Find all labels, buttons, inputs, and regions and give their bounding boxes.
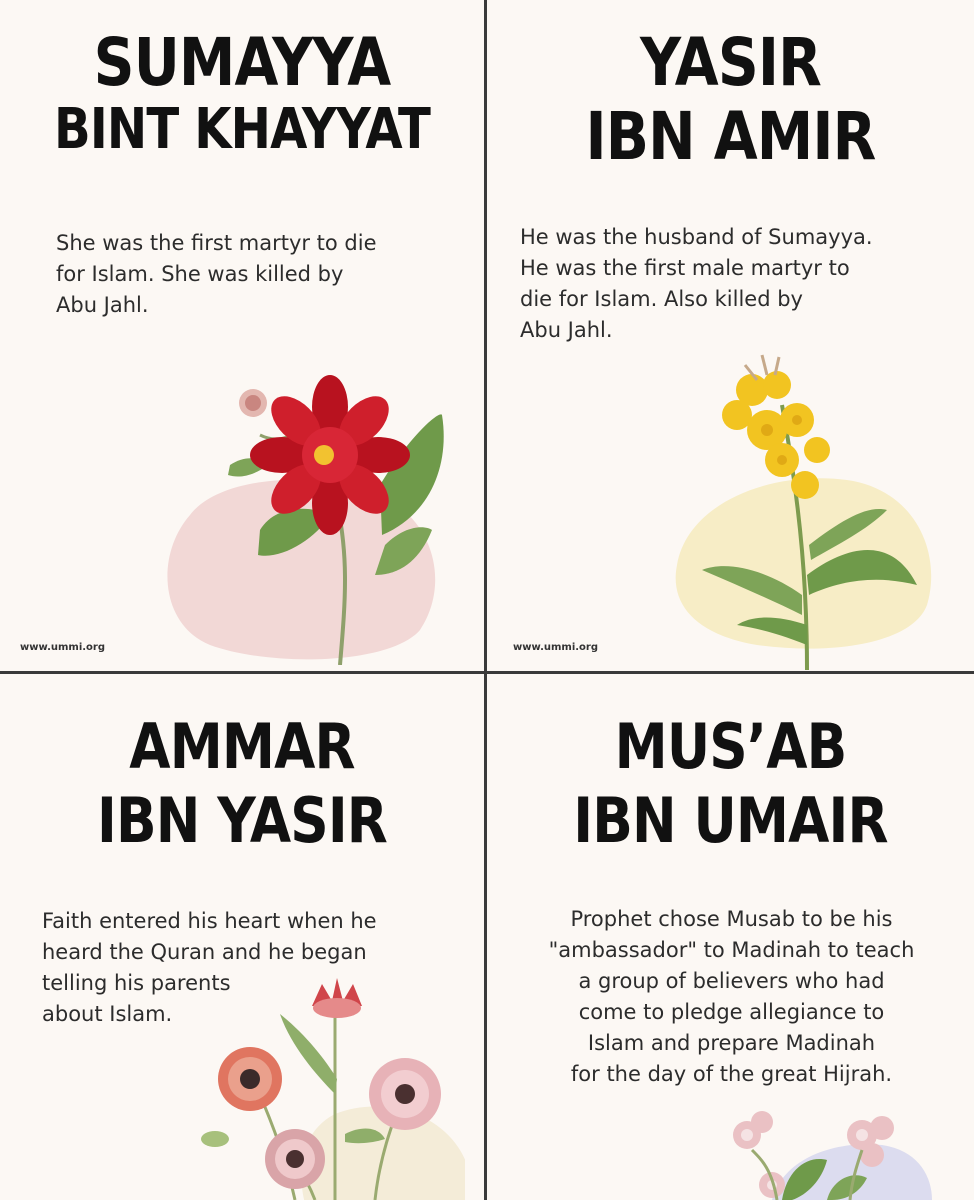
title-line-2: IBN YASIR xyxy=(96,784,388,857)
card-description: She was the first martyr to die for Islam. She was killed by Abu Jahl. xyxy=(56,231,377,317)
website-label[interactable]: www.ummi.org xyxy=(513,642,599,653)
pink-daisy-icon xyxy=(195,974,465,1200)
card-title xyxy=(34,24,450,162)
card-sumayya xyxy=(0,0,484,671)
card-title xyxy=(521,710,940,857)
card-description: Faith entered his heart when he heard the Quran and he began telling his parents about Islam. xyxy=(42,909,377,1026)
title-line-1: SUMAYYA xyxy=(93,24,391,101)
card-description: Prophet chose Musab to be his "ambassador" to Madinah to teach a group of believers who had come to pledge allegiance to Islam and prepare Madinah for the day of the great Hijrah. xyxy=(548,907,915,1086)
card-title xyxy=(34,710,450,857)
card-musab xyxy=(487,674,974,1200)
card-title xyxy=(521,24,940,175)
title-line-2: IBN AMIR xyxy=(585,98,876,175)
pink-primrose-icon xyxy=(712,1100,932,1200)
card-yasir xyxy=(487,0,974,671)
title-line-2: IBN UMAIR xyxy=(573,784,888,857)
title-line-1: AMMAR xyxy=(129,710,355,783)
yellow-wallflower-icon xyxy=(657,345,947,670)
website-label[interactable]: www.ummi.org xyxy=(20,642,106,653)
card-ammar xyxy=(0,674,484,1200)
title-line-2: BINT KHAYYAT xyxy=(53,97,431,162)
card-description: He was the husband of Sumayya. He was the first male martyr to die for Islam. Also killed by Abu Jahl. xyxy=(520,225,873,342)
title-line-1: YASIR xyxy=(639,24,822,101)
red-dahlia-icon xyxy=(150,375,470,665)
title-line-1: MUS’AB xyxy=(614,710,847,783)
